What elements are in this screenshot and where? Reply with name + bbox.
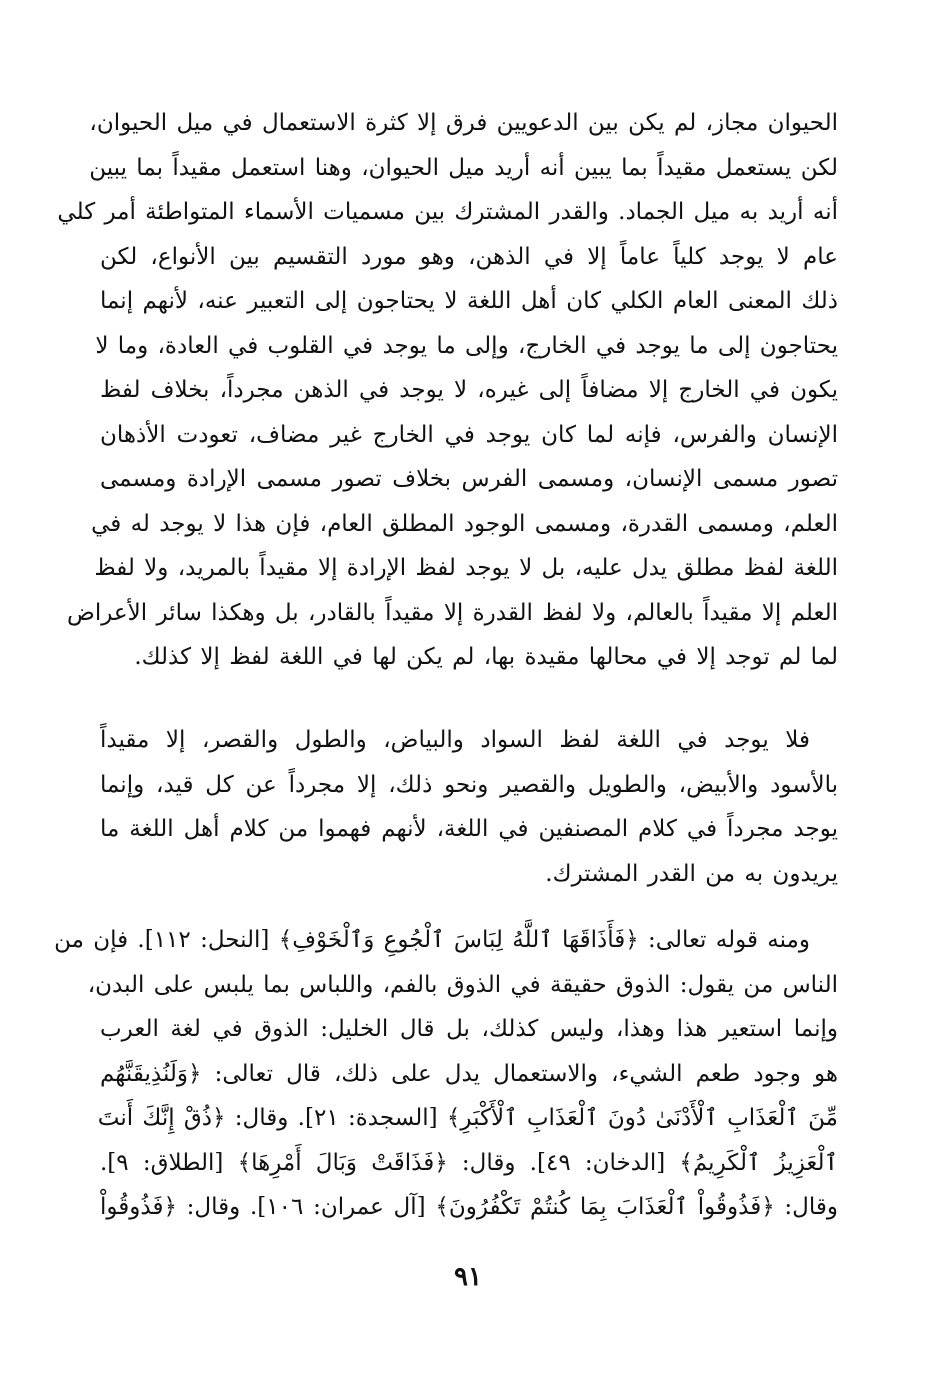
paragraph-2 bbox=[100, 718, 838, 896]
text-line: اللغة لفظ مطلق يدل عليه، بل لا يوجد لفظ الإرادة إلا مقيداً بالمريد، ولا لفظ bbox=[94, 555, 838, 581]
text-line: الحيوان مجاز، لم يكن بين الدعويين فرق إلا كثرة الاستعمال في ميل الحيوان، bbox=[89, 110, 838, 136]
text-line: يحتاجون إلى ما يوجد في الخارج، وإلى ما يوجد في القلوب في العادة، وما لا bbox=[95, 332, 838, 359]
text-line: بالأسود والأبيض، والطويل والقصير ونحو ذلك، إلا مجرداً عن كل قيد، وإنما bbox=[100, 771, 838, 798]
text-line: يوجد مجرداً في كلام المصنفين في اللغة، لأنهم فهموا من كلام أهل اللغة ما bbox=[100, 816, 838, 842]
text-line: فلا يوجد في اللغة لفظ السواد والبياض، والطول والقصر، إلا مقيداً bbox=[100, 727, 810, 753]
text-line: ٱلْعَزِيزُ ٱلْكَرِيمُ﴾ [الدخان: ٤٩]. وقال: ﴿فَذَاقَتْ وَبَالَ أَمْرِهَا﴾ [الطلاق: ٩]. bbox=[100, 1149, 838, 1176]
text-line: عام لا يوجد كلياً عاماً إلا في الذهن، وهو مورد التقسيم بين الأنواع، لكن bbox=[100, 243, 838, 270]
text-line: الناس من يقول: الذوق حقيقة في الذوق بالفم، واللباس بما يلبس على البدن، bbox=[87, 971, 838, 998]
text-line: مِّنَ ٱلْعَذَابِ ٱلْأَدْنَىٰ دُونَ ٱلْعَذَابِ ٱلْأَكْبَرِ﴾ [السجدة: ٢١]. وقال: ﴿ذُقْ إِنَّكَ أَنتَ bbox=[97, 1105, 838, 1131]
text-line: وقال: ﴿فَذُوقُواْ ٱلْعَذَابَ بِمَا كُنتُمْ تَكْفُرُونَ﴾ [آل عمران: ١٠٦]. وقال: ﴿فَذُوقُواْ bbox=[100, 1194, 838, 1220]
text-line: ذلك المعنى العام الكلي كان أهل اللغة لا يحتاجون إلى التعبير عنه، لأنهم إنما bbox=[100, 288, 838, 314]
text-line: الإنسان والفرس، فإنه لما كان يوجد في الخارج غير مضاف، تعودت الأذهان bbox=[100, 421, 838, 448]
text-line: يكون في الخارج إلا مضافاً إلى غيره، لا يوجد في الذهن مجرداً، بخلاف لفظ bbox=[100, 377, 838, 403]
text-line: العلم، ومسمى القدرة، ومسمى الوجود المطلق العام، فإن هذا لا يوجد له في bbox=[91, 510, 838, 537]
page-number: ٩١ bbox=[454, 1262, 482, 1292]
paragraph-3 bbox=[54, 918, 838, 1230]
text-line: وإنما استعير هذا وهذا، وليس كذلك، بل قال الخليل: الذوق في لغة العرب bbox=[100, 1016, 838, 1042]
text-line: العلم إلا مقيداً بالعالم، ولا لفظ القدرة إلا مقيداً بالقادر، بل وهكذا سائر الأعراض bbox=[67, 599, 838, 626]
paragraph-1 bbox=[57, 101, 838, 680]
text-line: لكن يستعمل مقيداً بما يبين أنه أريد ميل الحيوان، وهنا استعمل مقيداً بما يبين bbox=[89, 154, 838, 181]
text-line: أنه أريد به ميل الجماد. والقدر المشترك بين مسميات الأسماء المتواطئة أمر كلي bbox=[57, 199, 838, 225]
text-line: هو وجود طعم الشيء، والاستعمال يدل على ذلك، قال تعالى: ﴿وَلَنُذِيقَنَّهُم bbox=[100, 1060, 838, 1087]
text-line: ومنه قوله تعالى: ﴿فَأَذَاقَهَا ٱللَّهُ لِبَاسَ ٱلْجُوعِ وَٱلْخَوْفِ﴾ [النحل: ١١٢]. فإن من bbox=[54, 927, 810, 953]
text-line: لما لم توجد إلا في محالها مقيدة بها، لم يكن لها في اللغة لفظ إلا كذلك. bbox=[134, 644, 838, 670]
text-line: يريدون به من القدر المشترك. bbox=[545, 860, 838, 887]
text-line: تصور مسمى الإنسان، ومسمى الفرس بخلاف تصور مسمى الإرادة ومسمى bbox=[100, 466, 838, 492]
